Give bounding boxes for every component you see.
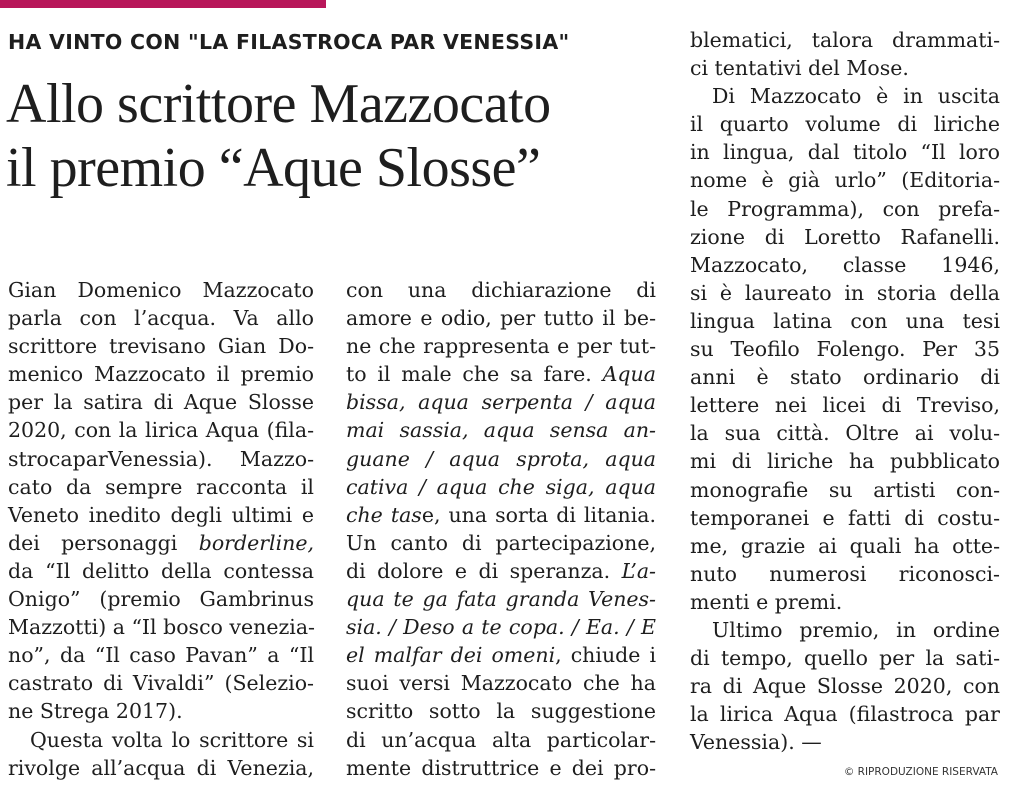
text-line: Gian Domenico Mazzocato: [8, 278, 314, 302]
italic-text: che tas: [346, 502, 422, 527]
text-line: cato da sempre racconta il: [8, 474, 314, 499]
text-line: Questa volta lo scrittore si: [30, 727, 314, 752]
headline-line-2: il premio “Aque Slosse”: [6, 137, 541, 199]
text-line: zione di Loretto Rafanelli.: [690, 224, 1000, 249]
text-line: [346, 360, 656, 388]
text-line: la lirica Aqua (filastroca par: [690, 702, 1000, 727]
text-line: ne che rappresenta e per tut-: [346, 334, 656, 359]
text-line: [346, 613, 656, 641]
text-line: ra di Aque Slosse 2020, con: [690, 674, 1000, 699]
text-line: [346, 416, 656, 444]
text-line: mi di liriche ha pubblicato: [690, 449, 1000, 474]
text-line: Mazzocato, classe 1946,: [690, 252, 1000, 277]
text-line: nome è già urlo” (Editoria-: [690, 168, 1000, 193]
text-line: temporanei e fatti di costu-: [690, 505, 1000, 530]
text-line: strocaparVenessia). Mazzo-: [8, 446, 314, 471]
italic-text: bissa, aqua serpenta / aqua: [346, 390, 656, 415]
text-line: [346, 585, 656, 613]
italic-text: mai sassia, aqua sensa an-: [346, 418, 656, 443]
italic-text: el malfar dei omeni: [346, 643, 556, 668]
text-line: amore e odio, per tutto il be-: [346, 306, 656, 331]
text-line: castrato di Vivaldi” (Selezio-: [8, 671, 314, 696]
text-line: la sua città. Oltre ai volu-: [690, 421, 1000, 446]
text-line: [346, 445, 656, 473]
text-line: Venessia). —: [690, 730, 822, 755]
text-line: anni è stato ordinario di: [690, 365, 1000, 390]
italic-text: qua te ga fata granda Venes-: [346, 587, 656, 612]
article-column-2: [346, 276, 656, 782]
text-line: le Programma), con prefa-: [690, 196, 1000, 221]
text-segment: to il male che sa fare.: [346, 362, 592, 387]
text-line: [346, 473, 656, 501]
text-line: no”, da “Il caso Pavan” a “Il: [8, 643, 314, 668]
text-line: lettere nei licei di Treviso,: [690, 393, 1000, 418]
text-line: Un canto di partecipazione,: [346, 530, 656, 555]
text-segment: e, una sorta di litania.: [421, 502, 657, 527]
article-column-3: [690, 26, 1000, 756]
text-line: da “Il delitto della contessa: [8, 558, 314, 583]
text-line: mente distruttrice e dei pro-: [346, 755, 656, 780]
text-segment: , chiude i: [555, 643, 657, 668]
text-line: di tempo, quello per la sati-: [690, 646, 1000, 671]
text-line: rivolge all’acqua di Venezia,: [8, 755, 314, 780]
headline: [6, 72, 676, 200]
text-line: 2020, con la lirica Aqua (fila-: [8, 418, 314, 443]
text-line: blematici, talora drammati-: [690, 28, 1000, 52]
italic-text: L’a-: [621, 558, 656, 583]
accent-bar: [0, 0, 326, 8]
text-line: [8, 529, 314, 557]
article-column-1: [8, 276, 314, 782]
text-line: [346, 557, 656, 585]
italic-text: borderline,: [198, 530, 314, 555]
text-line: Di Mazzocato è in uscita: [712, 84, 1000, 109]
text-line: per la satira di Aque Slosse: [8, 390, 314, 415]
text-line: Veneto inedito degli ultimi e: [8, 502, 314, 527]
text-line: ci tentativi del Mose.: [690, 56, 909, 81]
text-line: [346, 501, 656, 529]
text-segment: dei personaggi: [8, 530, 178, 555]
headline-line-1: Allo scrittore Mazzocato: [6, 73, 551, 135]
text-line: menico Mazzocato il premio: [8, 362, 314, 387]
text-line: parla con l’acqua. Va allo: [8, 306, 314, 331]
kicker: HA VINTO CON "LA FILASTROCA PAR VENESSIA": [8, 30, 570, 54]
text-line: [346, 641, 656, 669]
text-line: il quarto volume di liriche: [690, 112, 1000, 137]
text-line: lingua latina con una tesi: [690, 308, 1000, 333]
text-line: me, grazie ai quali ha otte-: [690, 533, 1000, 558]
text-line: scrittore trevisano Gian Do-: [8, 334, 314, 359]
italic-text: Aqua: [602, 362, 656, 387]
text-line: suoi versi Mazzocato che ha: [346, 671, 656, 696]
italic-text: cativa / aqua che siga, aqua: [346, 474, 656, 499]
italic-text: guane / aqua sprota, aqua: [346, 446, 656, 471]
text-line: su Teofilo Folengo. Per 35: [690, 337, 1000, 362]
text-line: monografie su artisti con-: [690, 477, 1000, 502]
text-line: Mazzotti) a “Il bosco venezia-: [8, 615, 315, 640]
text-line: menti e premi.: [690, 589, 843, 614]
text-line: ne Strega 2017).: [8, 699, 183, 724]
copyright-notice: © RIPRODUZIONE RISERVATA: [843, 766, 998, 778]
text-line: in lingua, dal titolo “Il loro: [690, 140, 1000, 165]
italic-text: sia. / Deso a te copa. / Ea. / E: [346, 615, 656, 640]
text-line: Onigo” (premio Gambrinus: [8, 587, 314, 612]
text-line: si è laureato in storia della: [690, 280, 1000, 305]
text-line: [346, 388, 656, 416]
text-line: nuto numerosi riconosci-: [690, 561, 1000, 586]
text-line: di un’acqua alta particolar-: [346, 727, 656, 752]
text-line: scritto sotto la suggestione: [346, 699, 656, 724]
text-line: Ultimo premio, in ordine: [712, 617, 1000, 642]
text-line: con una dichiarazione di: [346, 278, 656, 302]
text-segment: di dolore e di speranza.: [346, 558, 611, 583]
